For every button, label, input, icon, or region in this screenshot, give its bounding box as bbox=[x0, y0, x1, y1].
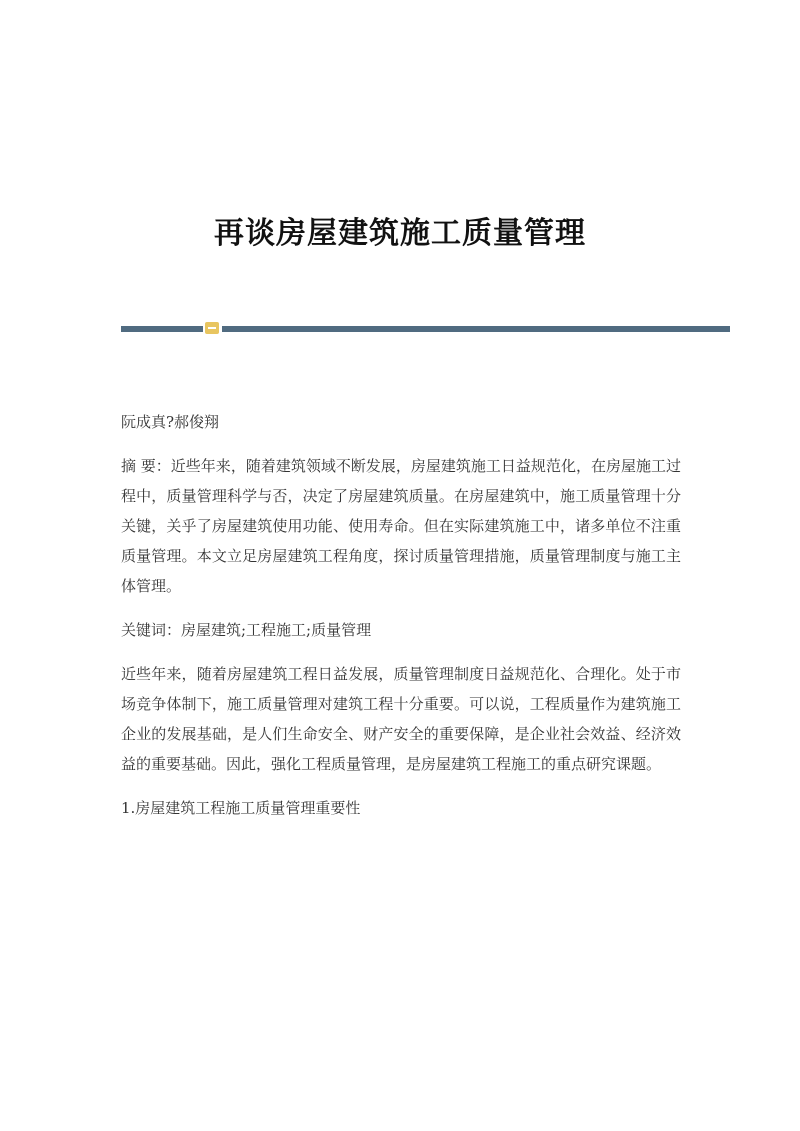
title-divider-right bbox=[222, 326, 730, 332]
section-heading: 1.房屋建筑工程施工质量管理重要性 bbox=[121, 799, 361, 817]
divider-badge-icon bbox=[205, 322, 219, 334]
intro-paragraph: 近些年来，随着房屋建筑工程日益发展，质量管理制度日益规范化、合理化。处于市场竞争体制下，施工质量管理对建筑工程十分重要。可以说，工程质量作为建筑施工企业的发展基础，是人们生命安全、财产安全的重要保障，是企业社会效益、经济效益的重要基础。因此，强化工程质量管理，是房屋建筑工程施工的重点研究课题。 bbox=[121, 665, 681, 773]
author-line: 阮成真?郝俊翔 bbox=[121, 413, 220, 431]
document-body bbox=[121, 407, 681, 823]
keywords-line: 关键词：房屋建筑;工程施工;质量管理 bbox=[121, 621, 372, 639]
document-title: 再谈房屋建筑施工质量管理 bbox=[214, 216, 586, 252]
title-divider-left bbox=[121, 326, 203, 332]
abstract-paragraph: 摘 要：近些年来，随着建筑领域不断发展，房屋建筑施工日益规范化，在房屋施工过程中，质量管理科学与否，决定了房屋建筑质量。在房屋建筑中，施工质量管理十分关键，关乎了房屋建筑使用功能、使用寿命。但在实际建筑施工中，诸多单位不注重质量管理。本文立足房屋建筑工程角度，探讨质量管理措施，质量管理制度与施工主体管理。 bbox=[121, 457, 681, 595]
